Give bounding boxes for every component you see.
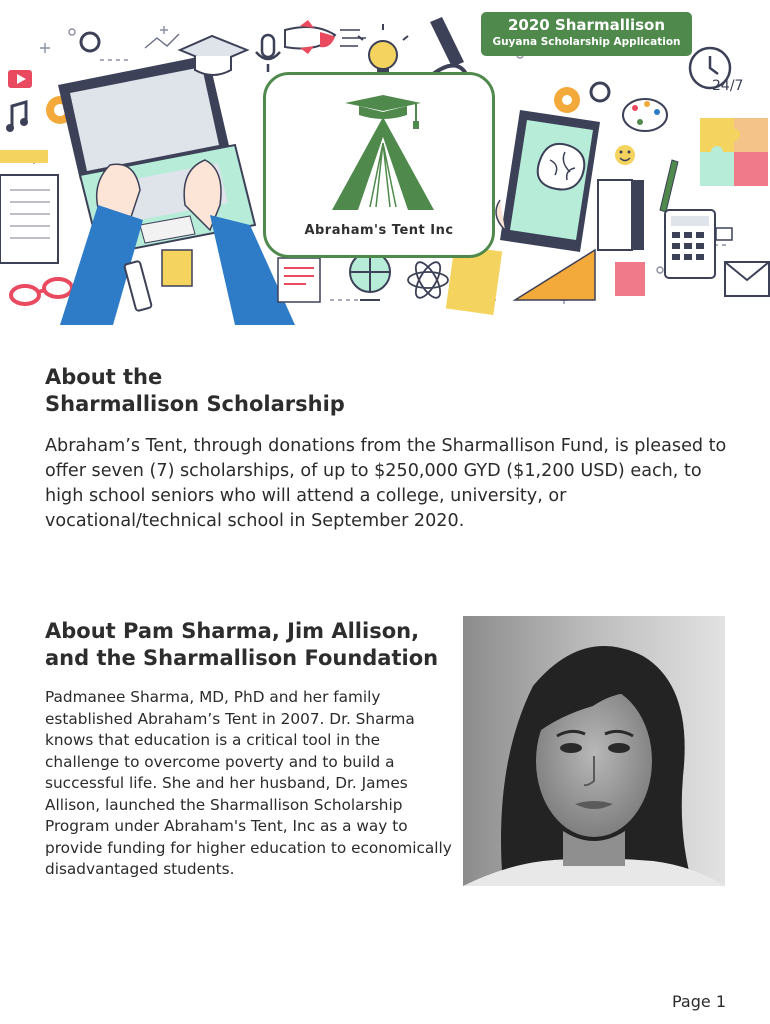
portrait-photo [463, 616, 725, 886]
smiley-icon [615, 145, 635, 165]
globe-icon [350, 252, 390, 300]
book-icon [598, 180, 644, 250]
puzzle-icon [700, 118, 768, 186]
founders-description: Padmanee Sharma, MD, PhD and her family established Abraham’s Tent in 2007. Dr. Sharma knows that education is a critical tool in the challenge to overcome poverty and to build a successful life. She and her husband, Dr. James Allison, launched the Sharmallison Scholarship Program under Abraham's Tent, Inc as a way to provide funding for higher education to economically disadvantaged students. [45, 688, 452, 878]
notepad-icon [615, 262, 645, 296]
heading-line-2: and the Sharmallison Foundation [45, 646, 439, 670]
application-title-badge [481, 12, 692, 56]
section-heading-about-founders [45, 618, 438, 672]
marker-icon [124, 261, 152, 312]
calculator-icon [665, 210, 715, 278]
light-bulb-icon [358, 24, 408, 76]
pencil-icon [660, 160, 678, 212]
clipboard-icon [162, 250, 192, 286]
envelope-icon [725, 262, 769, 296]
heading-line-1: About Pam Sharma, Jim Allison, [45, 619, 420, 643]
banner-24-7-text: 24/7 [712, 78, 744, 94]
scholarship-description: Abraham’s Tent, through donations from the Sharmallison Fund, is pleased to offer seven (7) scholarships, of up to $250,000 GYD ($1,200 USD) each, to high school seniors who will attend a college, university, or vocational/technical school in September 2020. [45, 436, 727, 531]
page-number: Page 1 [672, 992, 726, 1011]
rocket-icon [285, 20, 366, 54]
tablet-brain-icon [496, 110, 600, 252]
heading-line-2: Sharmallison Scholarship [45, 392, 345, 416]
atom-icon [408, 259, 448, 302]
video-play-icon [8, 70, 32, 88]
set-square-icon [515, 250, 595, 300]
heading-line-1: About the [45, 365, 163, 389]
mail-icon [716, 228, 732, 240]
microphone-icon [256, 35, 280, 72]
badge-subtitle: Guyana Scholarship Application [492, 36, 681, 48]
settings-gear-icon [554, 83, 609, 113]
paint-palette-icon [623, 99, 667, 131]
section-heading-about-scholarship [45, 364, 345, 418]
badge-title: 2020 Sharmallison [507, 16, 666, 34]
document-sheet-icon [278, 258, 320, 302]
glasses-icon [11, 279, 72, 304]
notebook-icon [0, 175, 58, 263]
abrahams-tent-logo-card [263, 72, 495, 258]
ruler-icon [0, 150, 48, 163]
logo-caption: Abraham's Tent Inc [304, 223, 454, 238]
